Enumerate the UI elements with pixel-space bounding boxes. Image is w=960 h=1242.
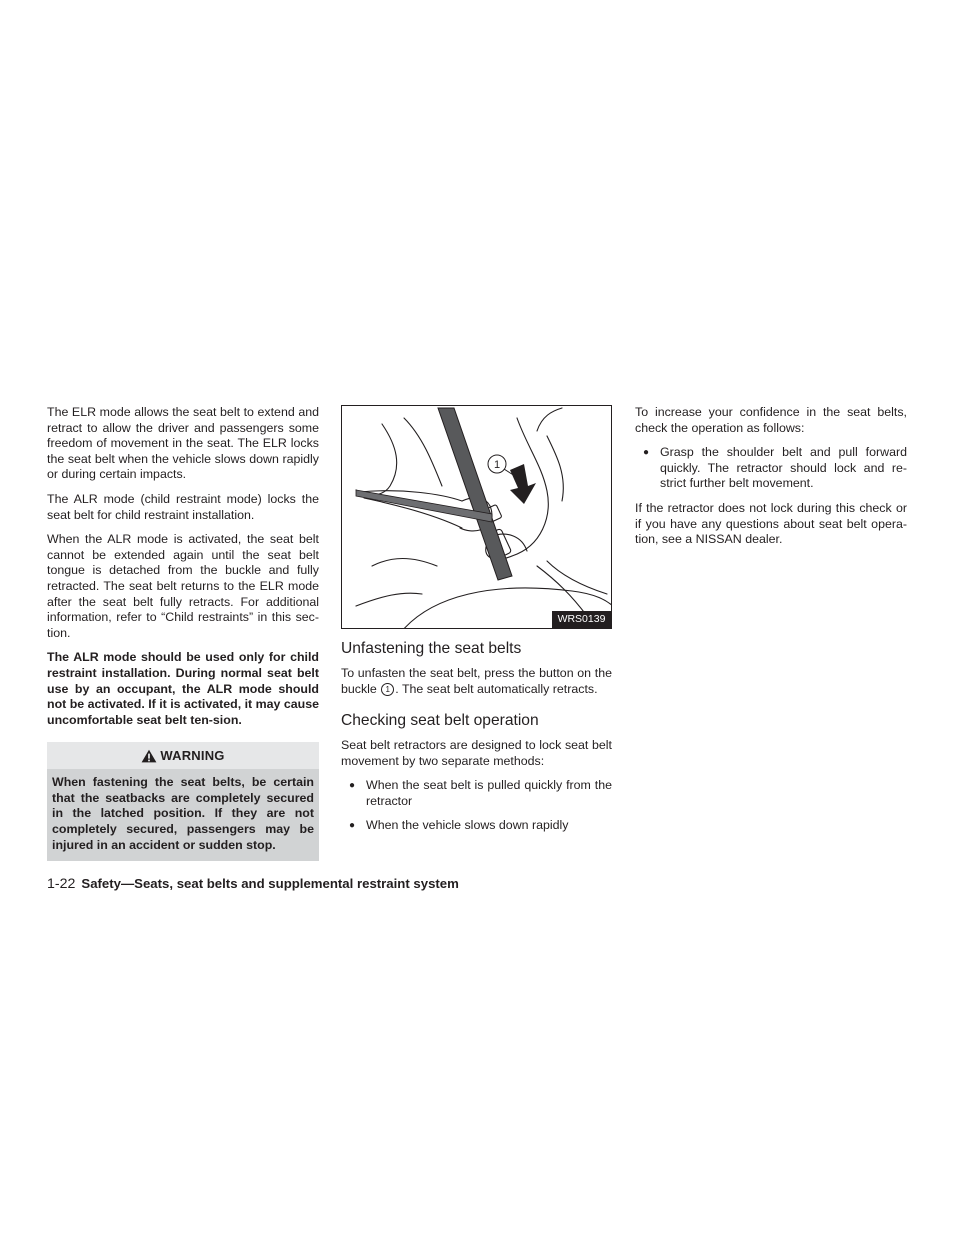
warning-box [47, 742, 319, 861]
paragraph-alr-caution: The ALR mode should be used only for child restraint installation. During normal seat belt use by an occupant, the ALR mode should not be activated. If it is activated, it may cause uncomfortable seat belt ten-sion. [47, 650, 320, 727]
section-title: Safety—Seats, seat belts and supplemental restraint system [81, 876, 459, 891]
paragraph-checking-intro: Seat belt retractors are designed to lock seat belt movement by two separate methods: [341, 738, 612, 768]
paragraph-alr-activated: When the ALR mode is activated, the seat belt cannot be extended again until the seat belt tongue is detached from the buckle and fully retracted. The seat belt returns to the ELR mode after the seat belt fully retracts. For additional information, refer to “Child restraints” in this sec-tion. [47, 532, 319, 640]
unfasten-text-before: To unfasten the seat belt, press the button on the buckle [341, 666, 612, 696]
paragraph-elr-mode: The ELR mode allows the seat belt to extend and retract to allow the driver and passengers some freedom of movement in the seat. The ELR locks the seat belt when the vehicle slows down rapidly or during certain impacts. [47, 405, 319, 482]
list-item: ● When the vehicle slows down rapidly [341, 818, 612, 834]
left-column [47, 405, 319, 861]
paragraph-check-intro: To increase your confidence in the seat belts, check the operation as follows: [635, 405, 907, 435]
check-procedure-list [635, 445, 907, 492]
paragraph-alr-mode: The ALR mode (child restraint mode) locks the seat belt for child restraint installation. [47, 491, 319, 522]
page-footer [47, 875, 459, 893]
paragraph-dealer: If the retractor does not lock during this check or if you have any questions about seat belt opera-tion, see a NISSAN dealer. [635, 500, 907, 547]
seat-belt-buckle-illustration-icon [342, 406, 612, 629]
heading-checking: Checking seat belt operation [341, 712, 539, 730]
figure-code: WRS0139 [552, 611, 611, 628]
callout-ref: 1 [381, 683, 394, 696]
warning-text: When fastening the seat belts, be certain that the seatbacks are completely secured in the latched position. If they are not completely secured, passengers may be injured in an accident or sudden stop. [47, 769, 319, 861]
figure-callout: 1 [493, 459, 501, 471]
seat-belt-figure [341, 405, 612, 629]
warning-header [47, 742, 319, 769]
middle-column [341, 405, 612, 842]
right-column [635, 405, 907, 557]
checking-list [341, 778, 612, 833]
warning-title: WARNING [160, 748, 225, 764]
heading-unfastening: Unfastening the seat belts [341, 640, 522, 657]
list-item: ● When the seat belt is pulled quickly from the retractor [341, 778, 612, 809]
page-number: 1-22 [47, 876, 76, 892]
warning-triangle-icon [141, 749, 157, 763]
paragraph-unfastening [341, 666, 612, 697]
unfasten-text-after: . The seat belt automatically retracts. [395, 681, 598, 696]
list-item: ● Grasp the shoulder belt and pull forward quickly. The retractor should lock and re-strict further belt movement. [635, 445, 907, 492]
